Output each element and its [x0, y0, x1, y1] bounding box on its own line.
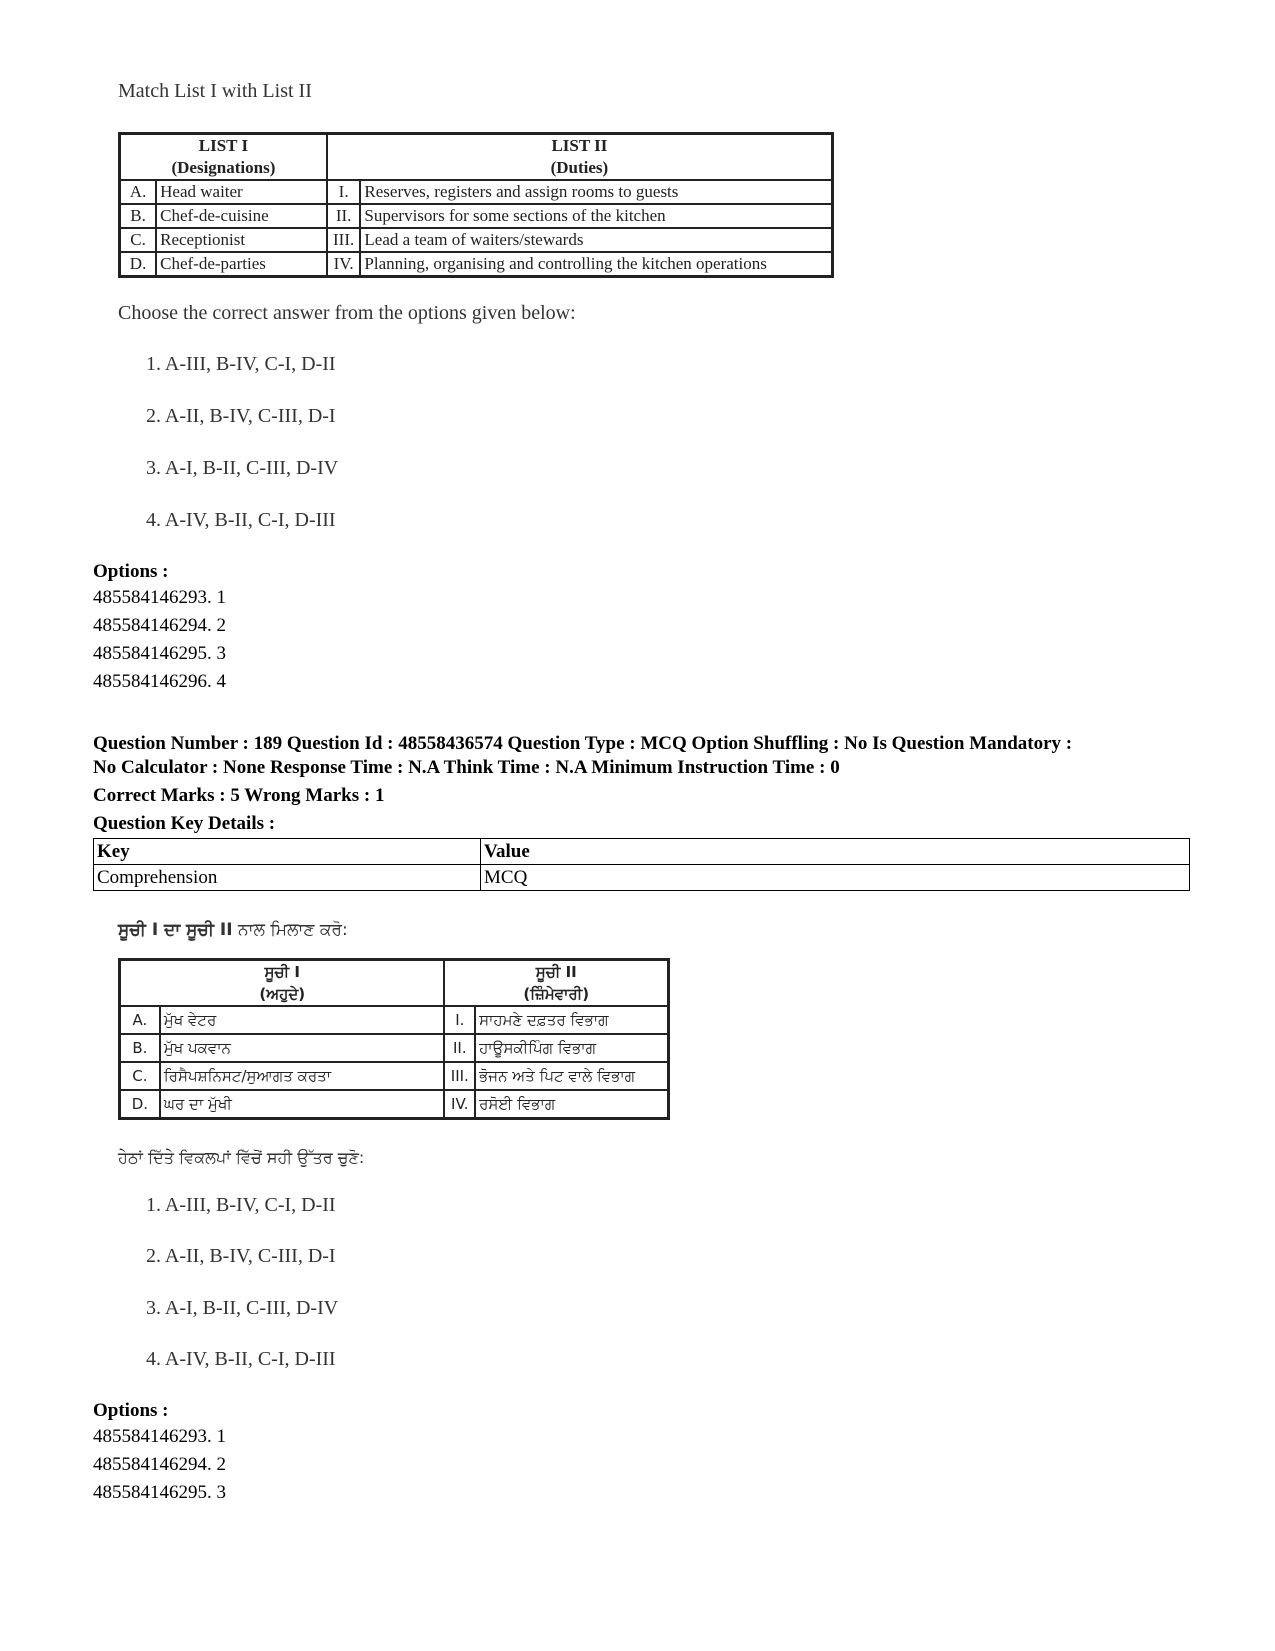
table-row: [94, 839, 1190, 865]
option-item: 485584146295. 3: [93, 643, 226, 664]
question-key-details-label: Question Key Details :: [93, 813, 276, 834]
option-item: 485584146293. 1: [93, 1426, 226, 1447]
table-row: [120, 1090, 669, 1119]
q2-list1-header: [120, 960, 445, 1007]
duty: ਭੋਜਨ ਅਤੇ ਪਿਟ ਵਾਲੇ ਵਿਭਾਗ: [475, 1062, 668, 1090]
question-meta-line-2: No Calculator : None Response Time : N.A Think Time : N.A Minimum Instruction Time : 0: [93, 757, 840, 778]
row-key: C.: [120, 1062, 160, 1090]
q1-options-label: Options :: [93, 561, 169, 582]
question-marks: Correct Marks : 5 Wrong Marks : 1: [93, 785, 385, 806]
row-num: II.: [444, 1034, 475, 1062]
designation: Chef-de-parties: [156, 252, 327, 277]
row-num: I.: [327, 180, 361, 204]
row-key: B.: [120, 1034, 160, 1062]
table-row: [120, 1006, 669, 1034]
row-num: III.: [327, 228, 361, 252]
designation: Head waiter: [156, 180, 327, 204]
q1-choice-4: 4. A-IV, B-II, C-I, D-III: [146, 509, 336, 531]
option-item: 485584146294. 2: [93, 1454, 226, 1475]
q2-instruction-bold: ਸੂਚੀ I ਦਾ ਸੂਚੀ II: [118, 920, 233, 940]
list2-title: ਸੂਚੀ II: [535, 963, 577, 981]
table-row: [120, 1034, 669, 1062]
q2-instruction: [118, 920, 348, 940]
key-header: Key: [94, 839, 481, 865]
table-row: [120, 204, 833, 228]
key-details-table: [93, 838, 1190, 891]
duty: ਸਾਹਮਣੇ ਦਫ਼ਤਰ ਵਿਭਾਗ: [475, 1006, 668, 1034]
designation: ਮੁੱਖ ਪਕਵਾਨ: [160, 1034, 445, 1062]
table-row: [120, 1062, 669, 1090]
table-row: [120, 252, 833, 277]
row-num: III.: [444, 1062, 475, 1090]
designation: ਰਿਸੈਪਸ਼ਨਿਸਟ/ਸੁਆਗਤ ਕਰਤਾ: [160, 1062, 445, 1090]
duty: ਰਸੋਈ ਵਿਭਾਗ: [475, 1090, 668, 1119]
q1-choose-text: Choose the correct answer from the options given below:: [118, 302, 576, 324]
q1-choice-3: 3. A-I, B-II, C-III, D-IV: [146, 457, 339, 479]
designation: ਘਰ ਦਾ ਮੁੱਖੀ: [160, 1090, 445, 1119]
table-row: [120, 228, 833, 252]
duty: Reserves, registers and assign rooms to guests: [360, 180, 832, 204]
row-num: IV.: [444, 1090, 475, 1119]
q1-choice-2: 2. A-II, B-IV, C-III, D-I: [146, 405, 336, 427]
q2-choice-1: 1. A-III, B-IV, C-I, D-II: [146, 1194, 336, 1216]
duty: Supervisors for some sections of the kitchen: [360, 204, 832, 228]
q2-options-list: [93, 1423, 226, 1507]
row-num: IV.: [327, 252, 361, 277]
designation: Chef-de-cuisine: [156, 204, 327, 228]
row-key: A.: [120, 1006, 160, 1034]
row-num: II.: [327, 204, 361, 228]
row-key: D.: [120, 1090, 160, 1119]
question-meta-line-1: Question Number : 189 Question Id : 48558436574 Question Type : MCQ Option Shuffling : No Is Question Mandatory :: [93, 733, 1073, 754]
q2-list2-header: [444, 960, 668, 1007]
q1-choice-1: 1. A-III, B-IV, C-I, D-II: [146, 353, 336, 375]
q1-list2-header: [327, 134, 833, 181]
q1-list1-header: [120, 134, 327, 181]
designation: Receptionist: [156, 228, 327, 252]
list1-title: ਸੂਚੀ I: [264, 963, 300, 981]
value-header: Value: [481, 839, 1190, 865]
list1-subtitle: (Designations): [171, 158, 276, 177]
row-num: I.: [444, 1006, 475, 1034]
q2-choose-text: ਹੇਠਾਂ ਦਿੱਤੇ ਵਿਕਲਪਾਂ ਵਿੱਚੋਂ ਸਹੀ ਉੱਤਰ ਚੁਣੋ:: [118, 1148, 365, 1167]
list1-title: LIST I: [198, 136, 249, 155]
row-key: B.: [120, 204, 157, 228]
list2-subtitle: (ਜ਼ਿੰਮੇਵਾਰੀ): [523, 985, 590, 1003]
row-key: A.: [120, 180, 157, 204]
q1-options-list: [93, 584, 226, 696]
option-item: 485584146295. 3: [93, 1482, 226, 1503]
row-key: C.: [120, 228, 157, 252]
value-cell: MCQ: [481, 865, 1190, 891]
duty: Lead a team of waiters/stewards: [360, 228, 832, 252]
q2-instruction-rest: ਨਾਲ ਮਿਲਾਣ ਕਰੋ:: [232, 920, 348, 940]
q2-choice-4: 4. A-IV, B-II, C-I, D-III: [146, 1348, 336, 1370]
duty: ਹਾਊਸਕੀਪਿੰਗ ਵਿਭਾਗ: [475, 1034, 668, 1062]
row-key: D.: [120, 252, 157, 277]
q2-choice-2: 2. A-II, B-IV, C-III, D-I: [146, 1245, 336, 1267]
q2-options-label: Options :: [93, 1400, 169, 1421]
table-row: [94, 865, 1190, 891]
option-item: 485584146296. 4: [93, 671, 226, 692]
q1-match-table: [118, 132, 834, 278]
duty: Planning, organising and controlling the kitchen operations: [360, 252, 832, 277]
q2-choice-3: 3. A-I, B-II, C-III, D-IV: [146, 1297, 339, 1319]
q1-instruction: Match List I with List II: [118, 80, 312, 102]
table-row: [120, 180, 833, 204]
designation: ਮੁੱਖ ਵੇਟਰ: [160, 1006, 445, 1034]
option-item: 485584146294. 2: [93, 615, 226, 636]
key-cell: Comprehension: [94, 865, 481, 891]
list2-title: LIST II: [551, 136, 608, 155]
list2-subtitle: (Duties): [550, 158, 609, 177]
option-item: 485584146293. 1: [93, 587, 226, 608]
q2-match-table: [118, 958, 670, 1120]
list1-subtitle: (ਅਹੁਦੇ): [259, 985, 306, 1003]
